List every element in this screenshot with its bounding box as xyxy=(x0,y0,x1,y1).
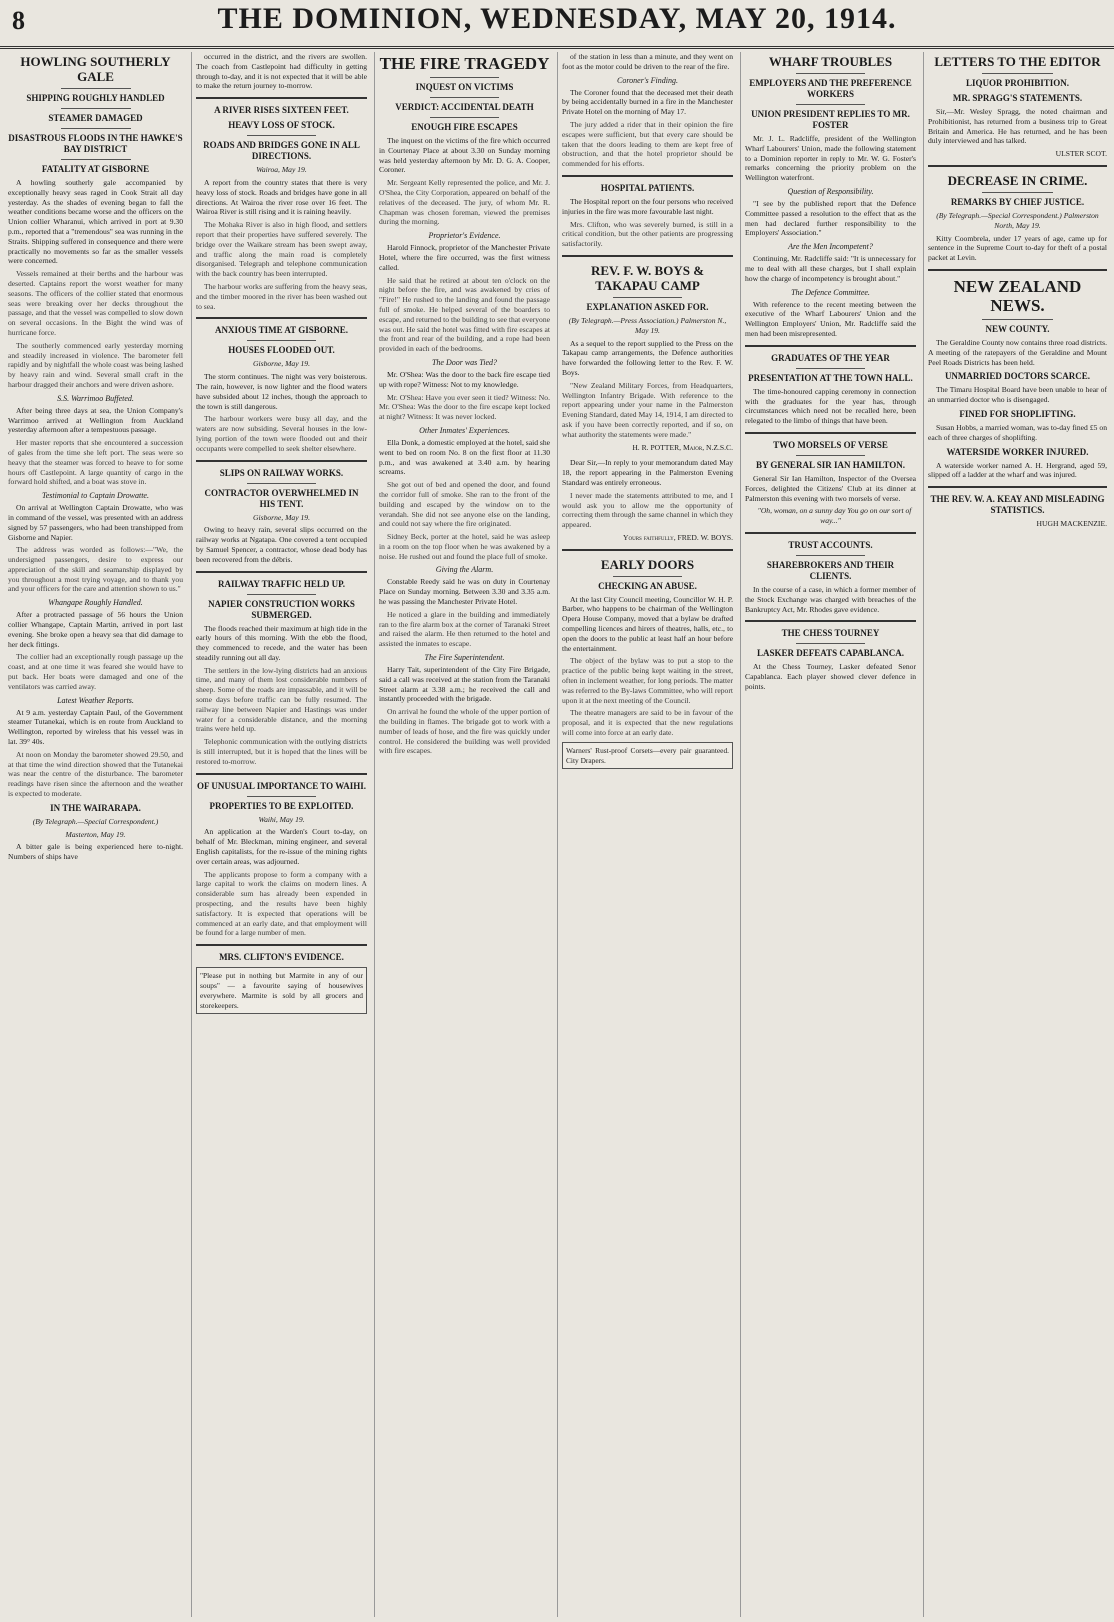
subheadline: NEW COUNTY. xyxy=(985,323,1050,334)
subheadline: UNION PRESIDENT REPLIES TO MR. FOSTER xyxy=(751,109,910,130)
section-heading: The Door was Tied? xyxy=(431,357,498,367)
subheadline: PRESENTATION AT THE TOWN HALL. xyxy=(748,372,913,383)
subheadline: A RIVER RISES SIXTEEN FEET. xyxy=(214,105,349,116)
article-paragraph: Sir,—Mr. Wesley Spragg, the noted chairman and Prohibitionist, has returned from a business trip to Great Britain and America. He has returned, and he has been duly interviewed and has talked. xyxy=(928,107,1107,146)
subheadline: HOSPITAL PATIENTS. xyxy=(600,182,695,193)
dateline: (By Telegraph.—Press Association.) Palmerston N., May 19. xyxy=(568,315,727,335)
article-paragraph: occurred in the district, and the rivers are swollen. The coach from Castlepoint had difficulty in getting through to-day, and it is not expected that it will be able to make the return journey to-morrow. xyxy=(196,52,367,91)
signature: Yours faithfully, FRED. W. BOYS. xyxy=(623,532,733,542)
article-paragraph: After a protracted passage of 56 hours the Union collier Whangape, Captain Martin, arrived in port last evening. She broke open a heavy sea that did damage to her deck fittings. xyxy=(8,610,183,649)
article-paragraph: The Coroner found that the deceased met their death by being accidentally burned in a fire in the Manchester Private Hotel on the morning of May 17. xyxy=(562,87,733,117)
subheadline: OF UNUSUAL IMPORTANCE TO WAIHI. xyxy=(197,780,366,791)
subheadline: THE REV. W. A. KEAY AND MISLEADING STATISTICS. xyxy=(930,494,1105,516)
dateline: (By Telegraph.—Special Correspondent.) xyxy=(32,816,159,826)
article-paragraph: The floods reached their maximum at high tide in the early hours of this morning. With the ebb the flood, they commenced to recede, and the water has been steadily running out all day. xyxy=(196,623,367,662)
subheadline: CHECKING AN ABUSE. xyxy=(598,580,697,591)
subheadline: GRADUATES OF THE YEAR xyxy=(771,352,890,363)
column-5 xyxy=(740,52,916,1617)
headline: LETTERS TO THE EDITOR xyxy=(934,54,1101,69)
article-paragraph: At the last City Council meeting, Councillor W. H. P. Barber, who happens to be chairman of the Wellington Opera House Company, moved that a bylaw be drafted compelling licences and hirers of theatres, halls, etc., to open the doors to the public at least half an hour before the entertainment. xyxy=(562,594,733,653)
column-2: occurred in the district, and the rivers are swollen. The coach from Castlepoint had difficulty in getting through to-day, and it is not expected that it will be able to make the return journey to-morrow. A RIVER RISES SIXTEEN FEET. HEAVY LOSS OF STOCK. ROADS AND BRIDGES GONE IN ALL DIRECTIONS. Wairoa, May 19. A report from the country states that there is very heavy loss of stock. Roads and bridges have gone in all directions. At Wairoa the river rose over 16 feet. The Wairoa River is still rising and it is raining heavily. The Mohaka River is also in high flood, and settlers report that their properties have suffered severely. The bridge over the Waikare stream has been swept away, and traffic along the main road is completely disorganised. Telegraph and telephone communication with the back country has been interrupted. The harbour works are suffering from the heavy seas, and the timber moored in the river has been washed out to sea. ANXIOUS TIME AT GISBORNE. HOUSES FLOODED OUT. Gisborne, May 19. The storm continues. The night was very boisterous. The rain, however, is now lighter and the flood waters have subsided about 12 inches, though the approach to the town is still dangerous. The harbour workers were busy all day, and the waters are now subsiding. Several houses in the low-lying portion of the town were flooded out and their occupants were compelled to seek shelter elsewhere. SLIPS ON RAILWAY WORKS. CONTRACTOR OVERWHELMED IN HIS TENT. Gisborne, May 19. Owing to heavy rain, several slips occurred on the railway works at Ngatapa. One covered a tent occupied by Samuel Spencer, a contractor, whose dead body has been recovered from the débris. RAILWAY TRAFFIC HELD UP. NAPIER CONSTRUCTION WORKS SUBMERGED. The floods reached their maximum at high tide in the early hours of this morning. With the ebb the flood, they commenced to recede, and the water has been steadily running out all day. The settlers in the low-lying districts had an anxious time, and many of them lost considerable numbers of sheep. Some of the roads are impassable, and it will be some days before traffic can be fully resumed. The railway line between Napier and Hastings was under water for a considerable distance, and the morning trains were held up. Telephonic communication with the outlying districts is still interrupted, but it is hoped that the lines will be restored to-morrow. OF UNUSUAL IMPORTANCE TO WAIHI. PROPERTIES TO BE EXPLOITED. Waihi, May 19. An application at the Warden's Court to-day, on behalf of Mr. Bleckman, mining engineer, and several English capitalists, for the re-issue of the mining rights over certain areas, was adjourned. The applicants propose to form a company with a large capital to work the claims on modern lines. A considerable sum has already been expended in prospecting, and the results have been highly satisfactory. It is expected that operations will be commenced at an early date, and that employment will be found for a large number of men. MRS. CLIFTON'S EVIDENCE. "Please put in nothing but Marmite in any of our soups" — a favourite saying of housewives everywhere. Marmite is sold by all grocers and storekeepers. xyxy=(191,52,367,1617)
subheadline: ANXIOUS TIME AT GISBORNE. xyxy=(214,325,349,336)
article-paragraph: Susan Hobbs, a married woman, was to-day fined £5 on each of three charges of shoplifting. xyxy=(928,422,1107,442)
subheadline: THE CHESS TOURNEY xyxy=(781,628,880,639)
signature: H. R. POTTER, Major, N.Z.S.C. xyxy=(632,442,733,452)
article-paragraph: In the course of a case, in which a former member of the Stock Exchange was charged with breaches of the Bankruptcy Act, Mr. Rhodes gave evidence. xyxy=(745,584,916,614)
dateline: (By Telegraph.—Special Correspondent.) Palmerston North, May 19. xyxy=(936,210,1099,230)
subheadline: WATERSIDE WORKER INJURED. xyxy=(946,446,1089,457)
subheadline: LIQUOR PROHIBITION. xyxy=(965,78,1070,88)
section-heading: Giving the Alarm. xyxy=(435,565,494,575)
subheadline: VERDICT: ACCIDENTAL DEATH xyxy=(395,102,534,112)
subheadline: HOUSES FLOODED OUT. xyxy=(228,345,335,356)
headline: EARLY DOORS xyxy=(600,556,695,572)
dateline: Gisborne, May 19. xyxy=(253,359,310,369)
section-heading: Question of Responsibility. xyxy=(787,186,874,196)
article-paragraph: The storm continues. The night was very boisterous. The rain, however, is now lighter and the flood waters have subsided about 12 inches, though the approach to the town is still dangerous. xyxy=(196,372,367,411)
subheadline: FATALITY AT GISBORNE xyxy=(41,164,150,174)
article-paragraph: Harry Tait, superintendent of the City Fire Brigade, said a call was received at the station from the Taranaki Street alarm at 3.38 a.m.; he received the call and instantly proceeded with the brigade. xyxy=(379,665,550,704)
article-paragraph: "I see by the published report that the Defence Committee passed a resolution to the effect that as the men had declared further responsibility to the Employers' Association." xyxy=(745,198,916,238)
headline: NEW ZEALAND NEWS. xyxy=(953,276,1082,315)
subheadline: SHIPPING ROUGHLY HANDLED xyxy=(26,93,165,103)
column-6 xyxy=(923,52,1107,1617)
article-paragraph: Continuing, Mr. Radcliffe said: "It is unnecessary for me to deal with all these charges, but I shall explain how the charge of incompetency is brought about." xyxy=(745,254,916,283)
dateline: Waihi, May 19. xyxy=(258,814,305,824)
subheadline: STEAMER DAMAGED xyxy=(48,113,143,123)
columns xyxy=(8,52,1108,1617)
subheadline: TWO MORSELS OF VERSE xyxy=(773,439,888,450)
subheadline: NAPIER CONSTRUCTION WORKS SUBMERGED. xyxy=(208,598,355,620)
section-heading: Coroner's Finding. xyxy=(617,75,678,85)
section-heading: Whangape Roughly Handled. xyxy=(48,598,143,608)
subheadline: MR. SPRAGG'S STATEMENTS. xyxy=(952,93,1083,103)
article-paragraph: On arrival at Wellington Captain Drowatte, who was in command of the vessel, was presented with an address signed by 57 passengers, who had been transhipped from Gisborne and Napier. xyxy=(8,503,183,542)
article-paragraph: The Geraldine County now contains three road districts. A meeting of the ratepayers of the Geraldine and Mount Peel Roads Districts has been held. xyxy=(928,337,1107,367)
article-paragraph: The inquest on the victims of the fire which occurred in Courtenay Place at about 3.30 on Sunday morning was held yesterday afternoon by Mr. D. G. A. Cooper, Coroner. xyxy=(379,136,550,175)
section-heading: Latest Weather Reports. xyxy=(57,695,134,705)
article-paragraph: An application at the Warden's Court to-day, on behalf of Mr. Bleckman, mining engineer, and several English capitalists, for the re-issue of the mining rights over certain areas, was adjourned. xyxy=(196,827,367,866)
section-heading: The Defence Committee. xyxy=(791,287,870,297)
paper-title: THE DOMINION, WEDNESDAY, MAY 20, 1914. xyxy=(217,2,897,35)
article-paragraph: The Timaru Hospital Board have been unable to hear of an unmarried doctor who is disengaged. xyxy=(928,385,1107,405)
subheadline: FINED FOR SHOPLIFTING. xyxy=(959,408,1076,419)
article-paragraph: of the station in less than a minute, and they went on foot as the motor could be driven to the rear of the fire. xyxy=(562,52,733,71)
article-paragraph: General Sir Ian Hamilton, Inspector of the Oversea Forces, delighted the Citizens' Club at its dinner at Palmerston this evening with two morsels of verse. xyxy=(745,473,916,503)
article-paragraph: After being three days at sea, the Union Company's Warrimoo arrived at Wellington from Auckland yesterday afternoon after a tempestuous passage. xyxy=(8,405,183,435)
subheadline: PROPERTIES TO BE EXPLOITED. xyxy=(209,800,354,811)
dateline: Gisborne, May 19. xyxy=(253,512,310,522)
verse: "Oh, woman, on a sunny day You go on our sort of way..." xyxy=(757,506,912,526)
subheadline: REMARKS BY CHIEF JUSTICE. xyxy=(950,196,1085,207)
section-heading: S.S. Warrimoo Buffeted. xyxy=(57,393,134,403)
article-paragraph: Mr. J. L. Radcliffe, president of the Wellington Wharf Labourers' Union, made the following statement to a Dominion reporter in reply to Mr. W. G. Foster's remarks concerning the priority problem on the Wellington waterfront. xyxy=(745,134,916,183)
article-paragraph: A howling southerly gale accompanied by exceptionally heavy seas raged in Cook Strait all day yesterday. As the shades of evening began to fall the weather conditions became worse and the officers on the Union collier Wharanui, which arrived in port at 9.30 p.m., reported that a "tremendous" sea was running in the Straits. Shipping suffered in consequence and there were practically no movements so far as the smaller vessels were concerned. xyxy=(8,178,183,266)
headline: THE FIRE TRAGEDY xyxy=(379,54,550,73)
article-paragraph: Ella Donk, a domestic employed at the hotel, said she went to bed on room No. 8 on the first floor at 11.30 p.m., and was awakened at 3.40 a.m. by hearing screams. xyxy=(379,437,550,477)
dateline: Masterton, May 19. xyxy=(65,829,126,839)
section-heading: Proprietor's Evidence. xyxy=(428,231,501,241)
section-heading: Are the Men Incompetent? xyxy=(788,242,873,252)
page-number: 8 xyxy=(12,6,25,35)
article-paragraph: Mr. O'Shea: Was the door to the back fire escape tied up with rope? Witness: Not to my knowledge. xyxy=(379,369,550,389)
article-paragraph: Constable Reedy said he was on duty in Courtenay Place on Sunday morning. Between 3.30 and 3.35 a.m. he was passing the Manchester Private Hotel. xyxy=(379,577,550,607)
article-paragraph: A bitter gale is being experienced here to-night. Numbers of ships have xyxy=(8,842,183,862)
headline: HOWLING SOUTHERLY GALE xyxy=(20,54,171,84)
section-heading: The Fire Superintendent. xyxy=(424,653,505,663)
headline: WHARF TROUBLES xyxy=(768,54,893,69)
masthead xyxy=(0,0,1114,49)
article-paragraph: At the Chess Tourney, Lasker defeated Senor Capablanca. Each player showed clever defence in points. xyxy=(745,662,916,691)
subheadline: RAILWAY TRAFFIC HELD UP. xyxy=(217,578,346,589)
column-4: of the station in less than a minute, and they went on foot as the motor could be driven to the rear of the fire. Coroner's Finding. The Coroner found that the deceased met their death by being accidentally burned in a fire in the Manchester Private Hotel on the morning of May 17. The jury added a rider that in their opinion the fire escapes were sufficient, but that every care should be taken that the doors leading to them are kept free of obstruction, and that the hotel proprietor should be commended for his efforts. HOSPITAL PATIENTS. The Hospital report on the four persons who received injuries in the fire was more favourable last night. Mrs. Clifton, who was severely burned, is still in a critical condition, but the other patients are progressing satisfactorily. REV. F. W. BOYS & TAKAPAU CAMP EXPLANATION ASKED FOR. (By Telegraph.—Press Association.) Palmerston N., May 19. As a sequel to the report supplied to the Press on the Takapau camp arrangements, the Defence authorities have forwarded the following letter to the Rev. F. W. Boys. "New Zealand Military Forces, from Headquarters, Wellington Infantry Brigade. With reference to the report appearing under your name in the Palmerston Evening Standard, dated May 14, 1914, I am directed to ask if you have been correctly reported, and if so, on what authority the statements were made." H. R. POTTER, Major, N.Z.S.C. Dear Sir,—In reply to your memorandum dated May 18, the report appearing in the Palmerston Evening Standard was entirely erroneous. I never made the statements attributed to me, and I would ask you to allow me the opportunity of correcting them through the same channel in which they appeared. Yours faithfully, FRED. W. BOYS. EARLY DOORS CHECKING AN ABUSE. At the last City Council meeting, Councillor W. H. P. Barber, who happens to be chairman of the Wellington Opera House Company, moved that a bylaw be drafted compelling licences and hirers of theatres, halls, etc., to open the doors to the public at least half an hour before the entertainment. The object of the bylaw was to put a stop to the practice of the public being kept waiting in the street, often in inclement weather, for long periods. The matter was referred to the By-laws Committee, who will report upon it at the next meeting of the Council. The theatre managers are said to be in favour of the proposal, and it is expected that the new regulations will come into force at an early date. Warners' Rust-proof Corsets—every pair guaranteed. City Drapers. xyxy=(557,52,733,1617)
subheadline: MRS. CLIFTON'S EVIDENCE. xyxy=(219,952,344,963)
subheadline: EXPLANATION ASKED FOR. xyxy=(586,301,709,312)
section-heading: Other Inmates' Experiences. xyxy=(419,425,510,435)
signature: ULSTER SCOT. xyxy=(1055,149,1107,159)
subheadline: ROADS AND BRIDGES GONE IN ALL DIRECTIONS. xyxy=(203,140,360,162)
subheadline: BY GENERAL SIR IAN HAMILTON. xyxy=(756,459,905,470)
signature: HUGH MACKENZIE. xyxy=(1036,519,1107,529)
headline: REV. F. W. BOYS & TAKAPAU CAMP xyxy=(590,262,705,293)
subheadline: SHAREBROKERS AND THEIR CLIENTS. xyxy=(766,559,895,581)
subheadline: INQUEST ON VICTIMS xyxy=(415,82,514,92)
article-paragraph: With reference to the recent meeting between the executive of the Wharf Labourers' Union and the Wellington Employers' Union, Mr. Radcliffe said the men had been misrepresented. xyxy=(745,299,916,338)
article-paragraph: The time-honoured capping ceremony in connection with the graduates for the year has, through circumstances which need not be recalled here, been relegated to the limbo of things that have been. xyxy=(745,386,916,426)
subheadline: CONTRACTOR OVERWHELMED IN HIS TENT. xyxy=(204,487,359,509)
subheadline: DISASTROUS FLOODS IN THE HAWKE'S BAY DISTRICT xyxy=(8,133,183,154)
article-paragraph: The Hospital report on the four persons who received injuries in the fire was more favourable last night. xyxy=(562,196,733,216)
subheadline: UNMARRIED DOCTORS SCARCE. xyxy=(944,371,1091,382)
advertisement: Warners' Rust-proof Corsets—every pair guaranteed. City Drapers. xyxy=(562,742,733,770)
headline: DECREASE IN CRIME. xyxy=(947,172,1088,188)
article-paragraph: Kitty Coombrela, under 17 years of age, came up for sentence in the Supreme Court to-day for theft of a postal packet at Levin. xyxy=(928,233,1107,263)
article-paragraph: A report from the country states that there is very heavy loss of stock. Roads and bridges have gone in all directions. At Wairoa the river rose over 16 feet. The Wairoa River is still rising and it is raining heavily. xyxy=(196,177,367,217)
column-3: THE FIRE TRAGEDY INQUEST ON VICTIMS VERDICT: ACCIDENTAL DEATH ENOUGH FIRE ESCAPES The inquest on the victims of the fire which occurred in Courtenay Place at about 3.30 on Sunday morning was held yesterday afternoon by Mr. D. G. A. Cooper, Coroner. Mr. Sergeant Kelly represented the police, and Mr. J. O'Shea, the City Corporation, appeared on behalf of the relatives of the deceased. The jury, of whom Mr. R. Chapman was chosen foreman, viewed the premises during the morning. Proprietor's Evidence. Harold Finnock, proprietor of the Manchester Private Hotel, where the fire occurred, was the first witness called. He said that he retired at about ten o'clock on the night before the fire, and was awakened by cries of "Fire!" He rushed to the landing and found the passage full of smoke. He helped several of the boarders to escape, and returned to the building to see that everyone was out. He said the hotel was fitted with fire escapes at the front and rear of the building, and a rope had been provided in each of the bedrooms. The Door was Tied? Mr. O'Shea: Was the door to the back fire escape tied up with rope? Witness: Not to my knowledge. Mr. O'Shea: Have you ever seen it tied? Witness: No. Mr. O'Shea: Was the door to the fire escape kept locked at night? Witness: It was never locked. Other Inmates' Experiences. Ella Donk, a domestic employed at the hotel, said she went to bed on room No. 8 on the first floor at 11.30 p.m., and was awakened at 3.40 a.m. by hearing screams. She got out of bed and opened the door, and found the corridor full of smoke. She ran to the front of the building and escaped by the window on to the verandah. She did not see anyone else on the landing, and could not say where the fire originated. Sidney Beck, porter at the hotel, said he was asleep in a room on the top floor when he was awakened by a noise. He rushed out and found the place full of smoke. Giving the Alarm. Constable Reedy said he was on duty in Courtenay Place on Sunday morning. Between 3.30 and 3.35 a.m. he was passing the Manchester Private Hotel. He noticed a glare in the building and immediately ran to the fire alarm box at the corner of Taranaki Street and raised the alarm. He then returned to the hotel and assisted the inmates to escape. The Fire Superintendent. Harry Tait, superintendent of the City Fire Brigade, said a call was received at the station from the Taranaki Street alarm at 3.38 a.m.; he received the call and instantly proceeded with the brigade. On arrival he found the whole of the upper portion of the building in flames. The brigade got to work with a number of leads of hose, and the fire was quickly under control. He considered the building was well provided with fire escapes. xyxy=(374,52,550,1617)
subheadline: ENOUGH FIRE ESCAPES xyxy=(411,122,518,132)
subheadline: IN THE WAIRARAPA. xyxy=(50,802,141,813)
article-paragraph: Dear Sir,—In reply to your memorandum dated May 18, the report appearing in the Palmerston Evening Standard was entirely erroneous. xyxy=(562,458,733,487)
advertisement: "Please put in nothing but Marmite in any of our soups" — a favourite saying of housewives everywhere. Marmite is sold by all grocers and storekeepers. xyxy=(196,967,367,1014)
article-paragraph: As a sequel to the report supplied to the Press on the Takapau camp arrangements, the Defence authorities have forwarded the following letter to the Rev. F. W. Boys. xyxy=(562,338,733,377)
article-paragraph: Owing to heavy rain, several slips occurred on the railway works at Ngatapa. One covered a tent occupied by Samuel Spencer, a contractor, whose dead body has been recovered from the débris. xyxy=(196,525,367,564)
article-paragraph: At 9 a.m. yesterday Captain Paul, of the Government steamer Tutanekai, which is en route from Auckland to Wellington, reported by wireless that his vessel was in lat. 39° 40s. xyxy=(8,707,183,747)
article-paragraph: Harold Finnock, proprietor of the Manchester Private Hotel, where the fire occurred, was the first witness called. xyxy=(379,243,550,272)
article-paragraph: A waterside worker named A. H. Hergrand, aged 59, slipped off a ladder at the wharf and was injured. xyxy=(928,460,1107,480)
subheadline: EMPLOYERS AND THE PREFERENCE WORKERS xyxy=(749,78,912,99)
column-1: HOWLING SOUTHERLY GALE SHIPPING ROUGHLY HANDLED STEAMER DAMAGED DISASTROUS FLOODS IN THE HAWKE'S BAY DISTRICT FATALITY AT GISBORNE A howling southerly gale accompanied by exceptionally heavy seas raged in Cook Strait all day yesterday. As the shades of evening began to fall the weather conditions became worse and the officers on the Union collier Wharanui, which arrived in port at 9.30 p.m., reported that a "tremendous" sea was running in the Straits. Shipping suffered in consequence and there were practically no movements so far as the smaller vessels were concerned. Vessels remained at their berths and the harbour was deserted. Captains report the worst weather for many seasons. The officers of the collier stated that enormous seas were breaking over her decks throughout the passage, and that the vessel was compelled to slow down on several occasions. In the Bight the wind was of hurricane force. The southerly commenced early yesterday morning and steadily increased in violence. The barometer fell rapidly and by nightfall the whole coast was being lashed by heavy rain and wind. Several small craft in the harbour dragged their anchors and were driven ashore. S.S. Warrimoo Buffeted. After being three days at sea, the Union Company's Warrimoo arrived at Wellington from Auckland yesterday afternoon after a tempestuous passage. Her master reports that she encountered a succession of gales from the time she left port. The seas were so heavy that the steamer was forced to heave to for some hours off Castlepoint. A large quantity of cargo in the forward hold shifted, and a boat was stove in. Testimonial to Captain Drowatte. On arrival at Wellington Captain Drowatte, who was in command of the vessel, was presented with an address signed by 57 passengers, who had been transhipped from Gisborne and Napier. The address was worded as follows:—"We, the undersigned passengers, desire to express our appreciation of the skill and seamanship displayed by you throughout a most trying voyage, and to thank you and your officers for the care and attention shown to us." Whangape Roughly Handled. After a protracted passage of 56 hours the Union collier Whangape, Captain Martin, arrived in port last evening. She broke open a heavy sea that did damage to her deck fittings. The collier had an exceptionally rough passage up the coast, and at one time it was feared she would have to put back. Her boats were damaged and one of the ventilators was carried away. Latest Weather Reports. At 9 a.m. yesterday Captain Paul, of the Government steamer Tutanekai, which is en route from Auckland to Wellington, reported by wireless that his vessel was in lat. 39° 40s. At noon on Monday the barometer showed 29.50, and at that time the wind direction showed that the Tutanekai was near the centre of the disturbance. The barometer readings have risen since the afternoon and the weather is expected to moderate. IN THE WAIRARAPA. (By Telegraph.—Special Correspondent.) Masterton, May 19. A bitter gale is being experienced here to-night. Numbers of ships have xyxy=(8,54,183,862)
dateline: Wairoa, May 19. xyxy=(256,165,307,175)
subheadline: LASKER DEFEATS CAPABLANCA. xyxy=(757,648,904,659)
subheadline: TRUST ACCOUNTS. xyxy=(788,539,873,550)
subheadline: HEAVY LOSS OF STOCK. xyxy=(228,120,335,131)
section-heading: Testimonial to Captain Drowatte. xyxy=(42,491,149,501)
subheadline: SLIPS ON RAILWAY WORKS. xyxy=(219,467,344,478)
